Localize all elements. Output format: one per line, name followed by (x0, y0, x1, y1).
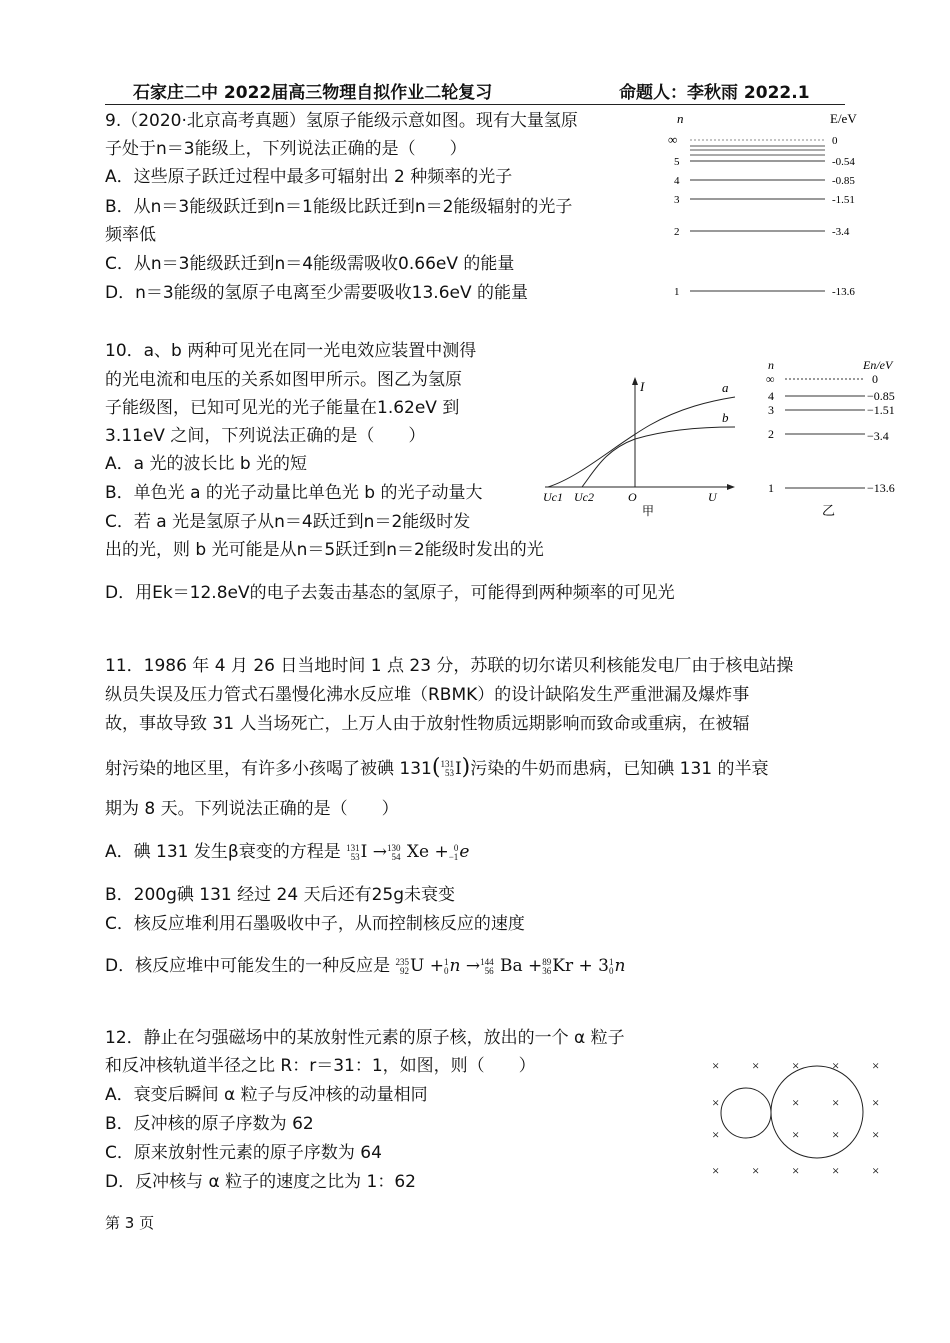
q12-field-cross: × (712, 1127, 720, 1142)
q10-yi-e-label: En/eV (863, 358, 893, 372)
q10-yi-level-e-4: −0.85 (867, 389, 895, 403)
q11-iodine-letter: I (454, 759, 462, 779)
q10-yi-level-n-4: 4 (768, 389, 774, 403)
page-number: 第 3 页 (105, 1214, 155, 1232)
q12-option-b: B．反冲核的原子序数为 62 (105, 1114, 314, 1134)
q12-field-cross: × (792, 1163, 800, 1178)
q9-level-e-1: -13.6 (832, 286, 855, 298)
q12-field-cross: × (832, 1127, 840, 1142)
q12-option-d: D．反冲核与 α 粒子的速度之比为 1：62 (105, 1172, 416, 1192)
q11-option-c: C．核反应堆利用石墨吸收中子，从而控制核反应的速度 (105, 914, 525, 934)
q12-field-cross: × (792, 1127, 800, 1142)
q11-iodine-close: ) (461, 755, 471, 780)
q10-figure-jia (540, 375, 740, 520)
q9-option-b-line2: 频率低 (105, 225, 156, 245)
q12-field-cross: × (752, 1163, 760, 1178)
q9-level-e-2: -3.4 (832, 226, 850, 238)
q10-yi-level-e-3: −1.51 (867, 403, 895, 417)
q11-paragraph-line2: 纵员失误及压力管式石墨慢化沸水反应堆（RBMK）的设计缺陷发生严重泄漏及爆炸事 (105, 685, 750, 705)
q10-option-b: B．单色光 a 的光子动量比单色光 b 的光子动量大 (105, 483, 483, 503)
q10-jia-a-label: a (722, 380, 729, 395)
q9-stem-line2: 子处于n＝3能级上，下列说法正确的是（ ） (105, 139, 467, 159)
q12-stem-line2: 和反冲核轨道半径之比 R：r＝31：1，如图，则（ ） (105, 1056, 536, 1076)
q11-line4-before: 射污染的地区里，有许多小孩喝了被碘 131 (105, 759, 432, 779)
q10-option-c-line1: C．若 a 光是氢原子从n＝4跃迁到n＝2能级时发 (105, 512, 471, 532)
q12-option-a: A．衰变后瞬间 α 粒子与反冲核的动量相同 (105, 1085, 428, 1105)
q9-level-n-inf: ∞ (668, 132, 678, 147)
q12-field-cross: × (712, 1095, 720, 1110)
q10-jia-origin-label: O (628, 490, 637, 504)
q10-yi-level-n-1: 1 (768, 481, 774, 495)
q11-iodine-symbol: ( (431, 755, 441, 780)
q10-yi-level-e-inf: 0 (872, 372, 878, 386)
q10-jia-caption: 甲 (642, 504, 655, 518)
q11-option-d (105, 955, 625, 977)
q10-jia-i-label: I (640, 379, 645, 394)
q12-field-cross: × (712, 1163, 720, 1178)
q11-line4-after: 污染的牛奶而患病，已知碘 131 的半衰 (470, 759, 769, 779)
page-header (105, 78, 845, 105)
q10-option-d: D．用Ek＝12.8eV的电子去轰击基态的氢原子，可能得到两种频率的可见光 (105, 583, 675, 603)
q9-level-e-5: -0.54 (832, 156, 855, 168)
q9-level-n-4: 4 (674, 175, 680, 187)
header-author: 命题人：李秋雨 2022.1 (619, 83, 810, 103)
q12-small-orbit-circle (721, 1088, 771, 1138)
q10-yi-level-n-3: 3 (768, 403, 774, 417)
q9-option-d: D．n＝3能级的氢原子电离至少需要吸收13.6eV 的能量 (105, 283, 529, 303)
q12-field-cross: × (872, 1095, 880, 1110)
q10-yi-n-label: n (768, 358, 774, 372)
q9-energy-level-diagram (660, 108, 870, 308)
q10-stem-line1: 10．a、b 两种可见光在同一光电效应装置中测得 (105, 341, 477, 361)
q9-level-e-4: -0.85 (832, 175, 855, 187)
q9-level-e-inf: 0 (832, 135, 838, 147)
q9-level-e-3: -1.51 (832, 194, 855, 206)
q9-stem-line1: 9.（2020·北京高考真题）氢原子能级示意如图。现有大量氢原 (105, 111, 578, 131)
q12-field-crosses (712, 1058, 879, 1178)
q10-stem-line4: 3.11eV 之间，下列说法正确的是（ ） (105, 426, 426, 446)
q11-option-a-text: A．碘 131 发生β衰变的方程是 (105, 842, 341, 862)
q10-jia-b-label: b (722, 410, 729, 425)
q10-jia-curve-a (548, 397, 735, 487)
q12-large-orbit-circle (771, 1066, 863, 1158)
q10-stem-line3: 子能级图，已知可见光的光子能量在1.62eV 到 (105, 398, 460, 418)
q12-stem-line1: 12．静止在匀强磁场中的某放射性元素的原子核，放出的一个 α 粒子 (105, 1028, 625, 1048)
q12-magnetic-field-figure (700, 1045, 900, 1180)
q10-figure-yi (760, 355, 920, 525)
q9-e-axis-label: E/eV (830, 111, 857, 126)
q12-field-cross: × (752, 1058, 760, 1073)
q11-option-a (105, 841, 469, 863)
header-title: 石家庄二中 2022届高三物理自拟作业二轮复习 (133, 83, 493, 103)
q12-field-cross: × (832, 1058, 840, 1073)
q12-field-cross: × (712, 1058, 720, 1073)
q12-field-cross: × (872, 1127, 880, 1142)
q12-field-cross: × (792, 1058, 800, 1073)
q12-field-cross: × (872, 1058, 880, 1073)
q11-option-d-equation: 235 92U +1 0n →144 56 Ba +89 36Kr + 31 0n (395, 956, 626, 976)
q11-option-d-text: D．核反应堆中可能发生的一种反应是 (105, 956, 391, 976)
q9-level-n-5: 5 (674, 156, 680, 168)
q12-option-c: C．原来放射性元素的原子序数为 64 (105, 1143, 382, 1163)
q10-jia-u-arrow (727, 484, 735, 490)
q10-yi-level-e-2: −3.4 (867, 429, 889, 443)
q9-level-n-1: 1 (674, 286, 680, 298)
q10-yi-level-e-1: −13.6 (867, 481, 895, 495)
q11-paragraph-line5: 期为 8 天。下列说法正确的是（ ） (105, 799, 399, 819)
q12-field-cross: × (832, 1095, 840, 1110)
q10-stem-line2: 的光电流和电压的关系如图甲所示。图乙为氢原 (105, 370, 462, 390)
q10-yi-caption: 乙 (822, 503, 836, 518)
q10-option-a: A．a 光的波长比 b 光的短 (105, 454, 308, 474)
q9-option-a: A．这些原子跃迁过程中最多可辐射出 2 种频率的光子 (105, 167, 513, 187)
q12-field-cross: × (872, 1163, 880, 1178)
q9-level-n-3: 3 (674, 194, 680, 206)
q12-field-cross: × (832, 1163, 840, 1178)
q11-paragraph-line4 (105, 757, 769, 780)
q9-level-n-2: 2 (674, 226, 680, 238)
q9-option-b-line1: B．从n＝3能级跃迁到n＝1能级比跃迁到n＝2能级辐射的光子 (105, 197, 573, 217)
q10-jia-curve-b (582, 427, 735, 487)
q10-jia-uc2-label: Uc2 (574, 490, 594, 504)
q11-paragraph-line3: 故，事故导致 31 人当场死亡，上万人由于放射性物质远期影响而致命或重病，在被辐 (105, 714, 750, 734)
q10-yi-level-n-2: 2 (768, 427, 774, 441)
q10-jia-uc1-label: Uc1 (543, 490, 563, 504)
q9-n-axis-label: n (677, 111, 684, 126)
q11-paragraph-line1: 11．1986 年 4 月 26 日当地时间 1 点 23 分，苏联的切尔诺贝利核能发电厂由于核电站操 (105, 656, 794, 676)
q10-jia-u-label: U (708, 490, 717, 504)
q12-field-cross: × (792, 1095, 800, 1110)
q11-iodine-prescript: 131 53 (440, 759, 454, 778)
q11-option-b: B．200g碘 131 经过 24 天后还有25g未衰变 (105, 885, 456, 905)
q11-option-a-equation: 131 53I →130 54 Xe + 0 −1e (346, 842, 470, 862)
q10-jia-i-arrow (632, 377, 638, 385)
q10-yi-level-n-inf: ∞ (766, 372, 775, 386)
q10-option-c-line2: 出的光，则 b 光可能是从n＝5跃迁到n＝2能级时发出的光 (105, 540, 544, 560)
q9-option-c: C．从n＝3能级跃迁到n＝4能级需吸收0.66eV 的能量 (105, 254, 515, 274)
